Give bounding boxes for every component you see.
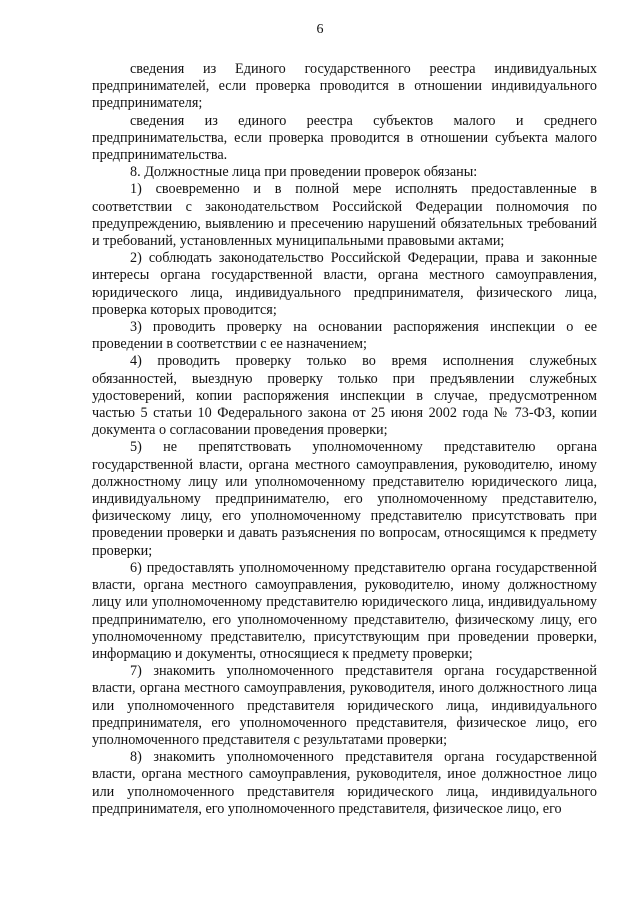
paragraph: 7) знакомить уполномоченного представителя органа государственной власти, органа местного самоуправления, руководителя, иного должностного лица или уполномоченного представителя юридического лица, индивидуального предпринимателя, его уполномоченного представителя, физическое лицо, его уполномоченного представителя с результатами проверки; (92, 663, 597, 748)
paragraph: 3) проводить проверку на основании распоряжения инспекции о ее проведении в соответствии с ее назначением; (92, 319, 597, 353)
paragraph: 1) своевременно и в полной мере исполнять предоставленные в соответствии с законодательством Российской Федерации полномочия по предупреждению, выявлению и пресечению нарушений обязательных требований и требований, установленных муниципальными правовыми актами; (92, 181, 597, 250)
paragraph: 8) знакомить уполномоченного представителя органа государственной власти, органа местного самоуправления, руководителя, иное должностное лицо или уполномоченного представителя юридического лица, индивидуального предпринимателя, его уполномоченного представителя, физическое лицо, его (92, 749, 597, 817)
page-number: 6 (316, 22, 324, 37)
paragraph: 6) предоставлять уполномоченному представителю органа государственной власти, органа местного самоуправления, руководителю, иному должностному лицу или уполномоченному представителю юридического лица, индивидуальному предпринимателю, его уполномоченному представителю, физическому лицу, его уполномоченному представителю, присутствующим при проведении проверки, информацию и документы, относящиеся к предмету проверки; (92, 559, 597, 662)
paragraph: сведения из Единого государственного реестра индивидуальных предпринимателей, если проверка проводится в отношении индивидуального предпринимателя; (92, 61, 597, 112)
paragraph: 4) проводить проверку только во время исполнения служебных обязанностей, выездную проверку только при предъявлении служебных удостоверений, копии распоряжения инспекции в случае, предусмотренном частью 5 статьи 10 Федерального закона от 25 июня 2002 года № 73-ФЗ, копии документа о согласовании проведения проверки; (92, 353, 597, 439)
document-body (92, 61, 597, 818)
paragraph: 2) соблюдать законодательство Российской Федерации, права и законные интересы органа государственной власти, органа местного самоуправления, юридического лица, индивидуального предпринимателя, физического лица, проверка которых проводится; (92, 250, 597, 318)
paragraph: сведения из единого реестра субъектов малого и среднего предпринимательства, если проверка проводится в отношении субъекта малого предпринимательства. (92, 112, 597, 164)
paragraph: 8. Должностные лица при проведении проверок обязаны: (130, 164, 478, 181)
paragraph: 5) не препятствовать уполномоченному представителю органа государственной власти, органа местного самоуправления, руководителю, иному должностному лицу или уполномоченному представителю юридического лица, индивидуальному предпринимателю, его уполномоченному представителю, физическому лицу, его уполномоченному представителю присутствовать при проведении проверки и давать разъяснения по вопросам, относящимся к предмету проверки; (92, 439, 597, 559)
